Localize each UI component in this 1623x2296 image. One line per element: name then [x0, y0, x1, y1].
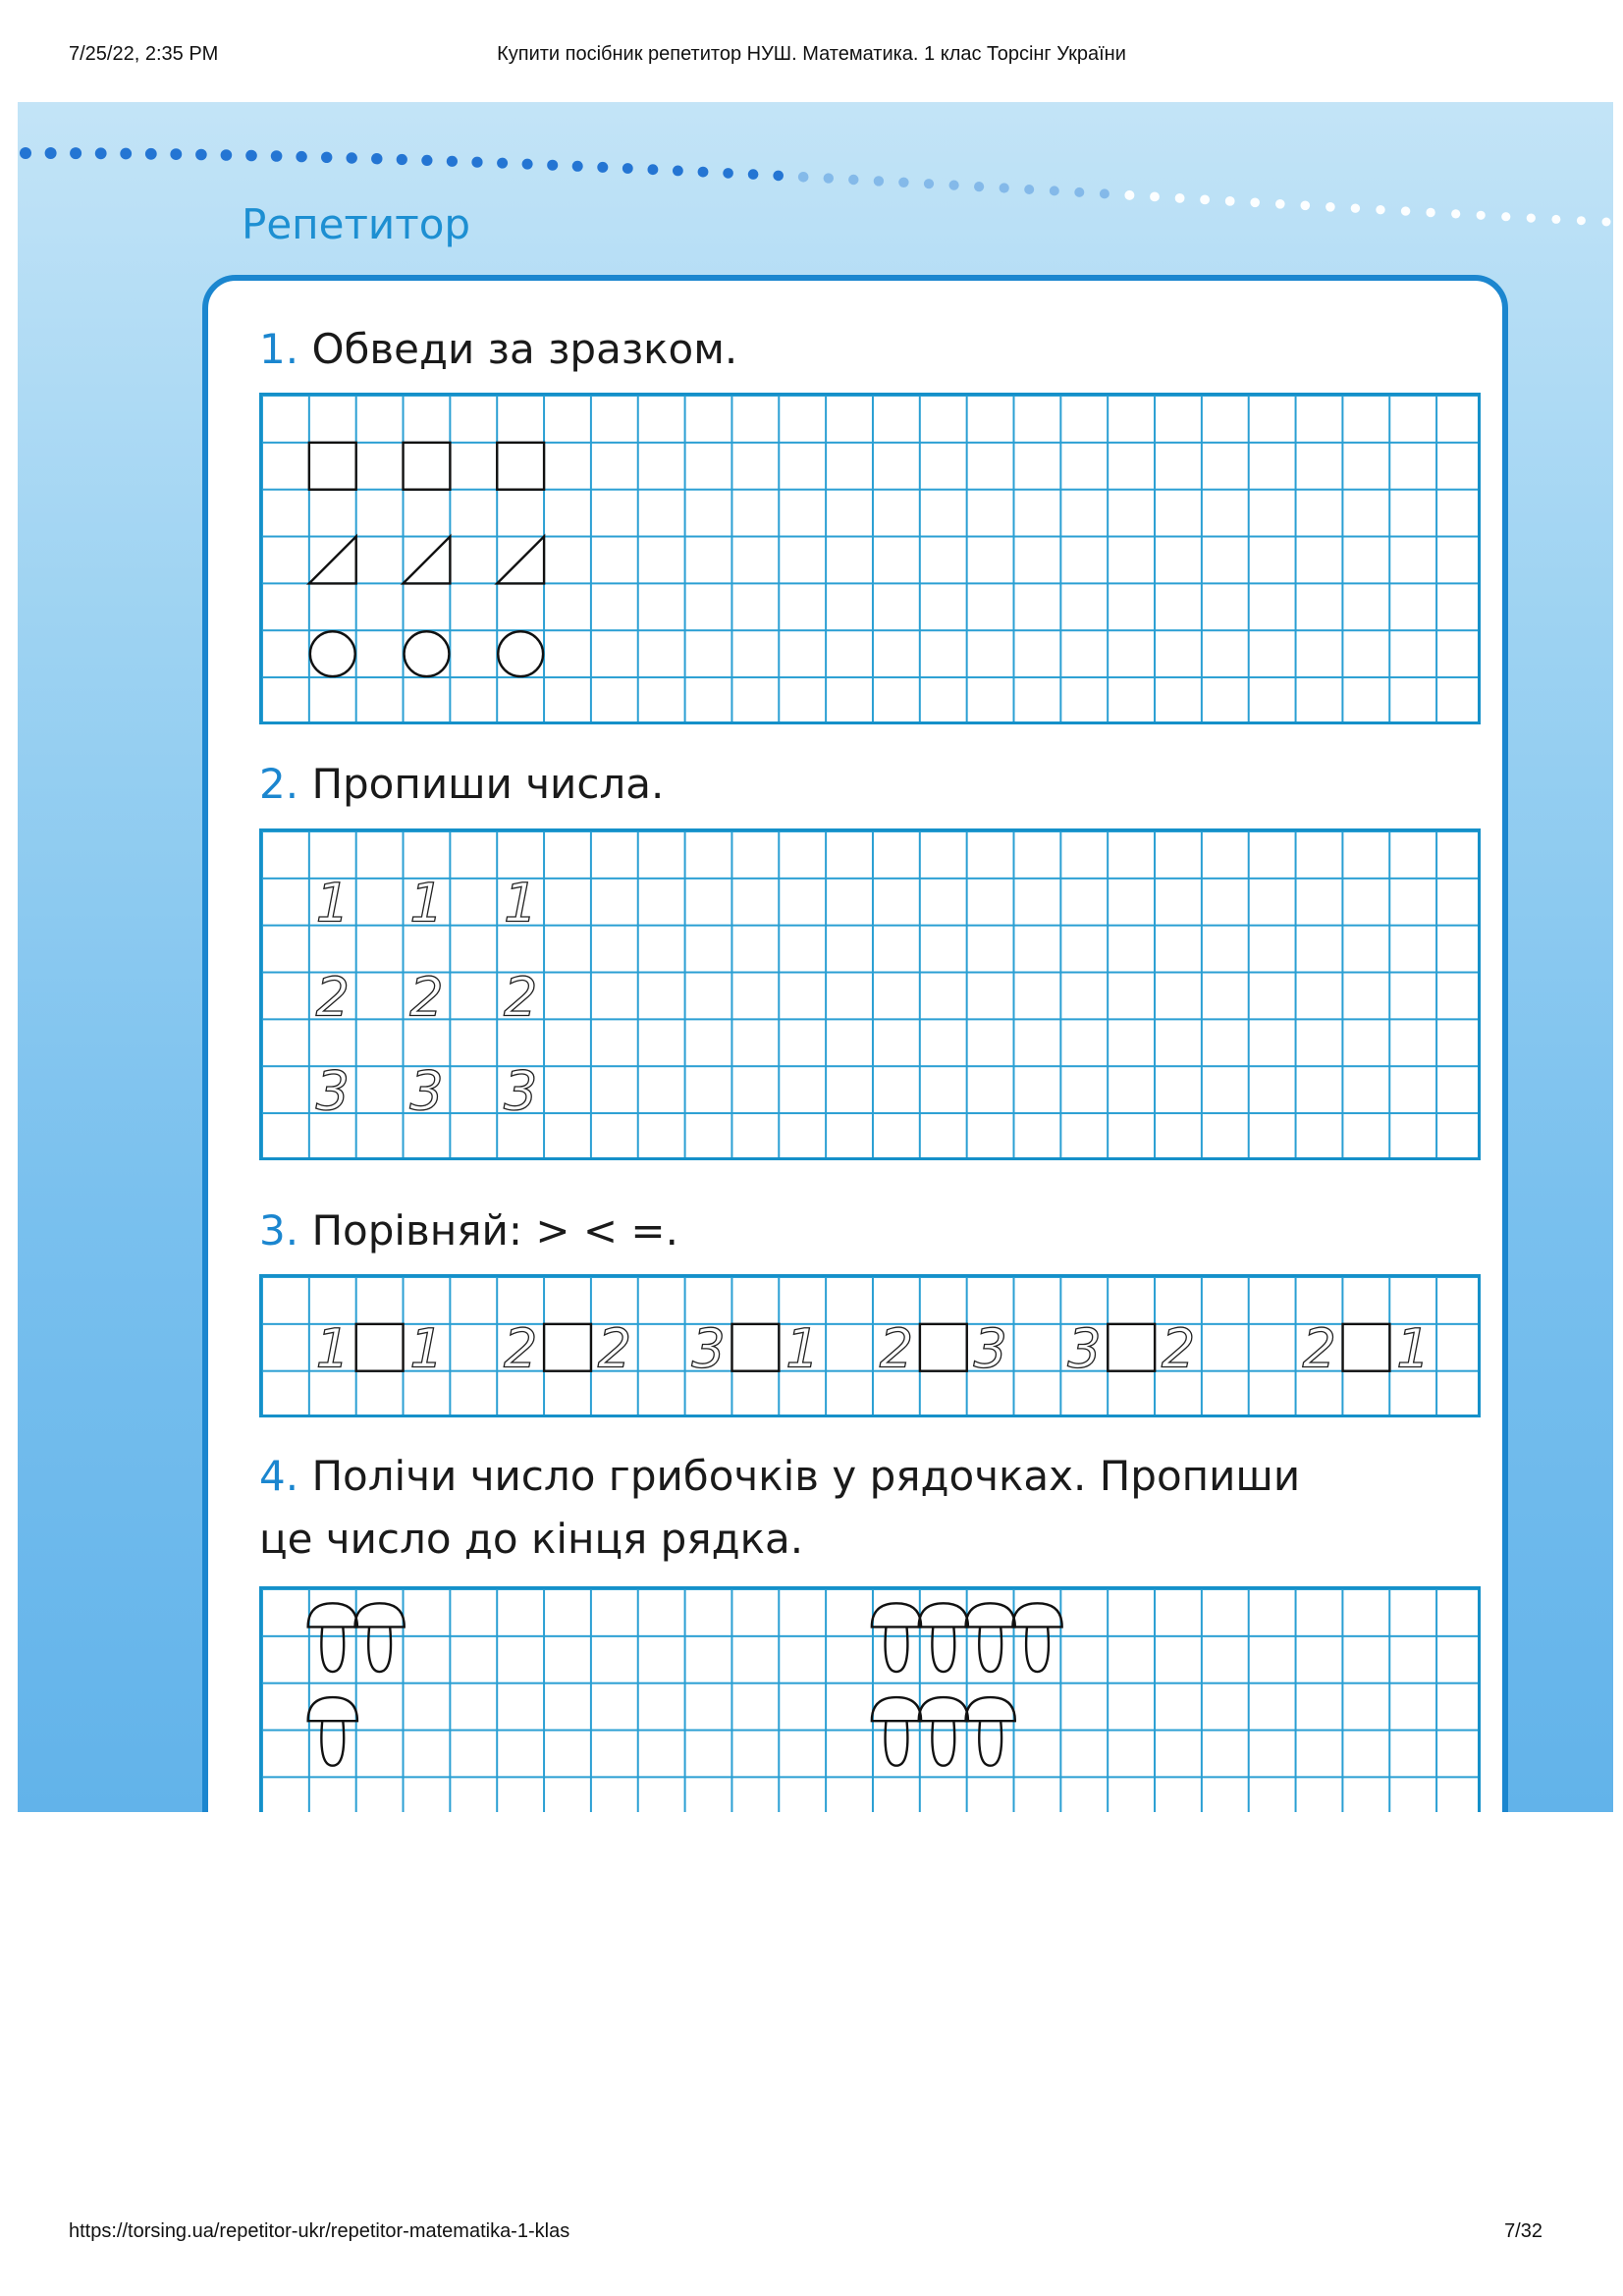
compare-number: 1 — [1396, 1317, 1431, 1380]
deco-dot — [1250, 198, 1260, 208]
deco-dot — [949, 181, 959, 190]
deco-dot — [1351, 204, 1360, 213]
deco-dot — [321, 152, 332, 163]
task-2-text: Пропиши числа. — [311, 760, 665, 808]
mushroom-cap — [872, 1603, 921, 1627]
compare-number: 2 — [503, 1317, 538, 1380]
digit-sample: 2 — [503, 966, 538, 1029]
mushroom-cap — [308, 1697, 357, 1721]
deco-dot — [1225, 196, 1235, 206]
deco-dot — [195, 149, 207, 161]
worksheet-page — [18, 102, 1613, 1812]
deco-dot — [698, 167, 709, 178]
compare-number: 3 — [691, 1317, 726, 1380]
print-url: https://torsing.ua/repetitor-ukr/repetitor-matematika-1-klas — [69, 2220, 570, 2242]
triangle-sample — [309, 537, 356, 584]
deco-dot — [471, 157, 482, 168]
deco-dot — [95, 147, 107, 159]
digit-sample: 1 — [409, 872, 444, 934]
mushroom-stem — [368, 1627, 391, 1672]
deco-dot — [597, 162, 608, 173]
deco-dot — [1200, 195, 1210, 205]
deco-dot — [924, 179, 934, 188]
deco-dot — [723, 168, 733, 179]
square-sample — [497, 443, 544, 490]
compare-box — [544, 1324, 591, 1371]
task-2-number: 2. — [259, 760, 299, 808]
task-3-comparisons — [262, 1277, 1484, 1420]
deco-dot — [1602, 218, 1611, 227]
digit-sample: 1 — [503, 872, 538, 934]
compare-box — [356, 1324, 404, 1371]
deco-dot — [1150, 192, 1160, 202]
triangle-sample — [497, 537, 544, 584]
deco-dot — [798, 172, 809, 183]
circle-sample — [498, 631, 543, 676]
deco-dot — [1100, 188, 1109, 198]
compare-box — [1108, 1324, 1155, 1371]
task-1-text: Обведи за зразком. — [311, 325, 738, 373]
compare-number: 1 — [409, 1317, 444, 1380]
deco-dot — [1426, 208, 1434, 217]
compare-number: 1 — [785, 1317, 820, 1380]
deco-dot — [1451, 209, 1460, 218]
task-4-title — [259, 1445, 1300, 1508]
task-1-grid — [259, 393, 1481, 724]
deco-dot — [648, 164, 659, 175]
deco-dot — [1024, 185, 1034, 194]
deco-dot — [1074, 187, 1084, 197]
mushroom-stem — [979, 1627, 1001, 1672]
deco-dot — [1175, 193, 1185, 203]
deco-dot — [1275, 199, 1285, 209]
digit-sample: 2 — [409, 966, 444, 1029]
mushroom-stem — [321, 1721, 344, 1766]
circle-sample — [405, 631, 450, 676]
deco-dot — [70, 147, 81, 159]
task-4-title-line2 — [259, 1508, 803, 1571]
deco-dot — [145, 148, 157, 160]
deco-dot — [221, 149, 233, 161]
deco-dot — [848, 175, 858, 185]
mushroom-stem — [886, 1627, 908, 1672]
deco-dot — [245, 150, 257, 162]
deco-dot — [572, 161, 583, 172]
print-date: 7/25/22, 2:35 PM — [69, 43, 219, 65]
deco-dot — [397, 154, 407, 165]
mushroom-cap — [919, 1697, 968, 1721]
mushroom-cap — [1012, 1603, 1061, 1627]
print-page-number: 7/32 — [1504, 2220, 1542, 2242]
deco-dot — [1551, 215, 1560, 224]
deco-dot — [874, 176, 884, 186]
deco-dot — [522, 159, 533, 170]
square-sample — [309, 443, 356, 490]
deco-dot — [1301, 201, 1311, 211]
deco-dot — [497, 158, 508, 169]
compare-number: 1 — [315, 1317, 350, 1380]
task-1-title — [259, 318, 737, 381]
compare-box — [1343, 1324, 1390, 1371]
deco-dot — [773, 171, 784, 182]
digit-sample: 3 — [315, 1060, 350, 1123]
compare-number: 2 — [1302, 1317, 1336, 1380]
deco-dot — [170, 148, 182, 160]
task-3-title — [259, 1200, 678, 1262]
mushroom-cap — [308, 1603, 357, 1627]
mushroom-cap — [355, 1603, 405, 1627]
compare-number: 3 — [1067, 1317, 1102, 1380]
deco-dot — [447, 156, 458, 167]
deco-dot — [1477, 211, 1486, 220]
deco-dot — [1000, 183, 1009, 192]
task-4-mushrooms — [262, 1589, 1484, 1812]
mushroom-stem — [979, 1721, 1001, 1766]
deco-dot — [1050, 186, 1059, 195]
task-4-line1: Полічи число грибочків у рядочках. Пропиши — [311, 1452, 1301, 1500]
task-4-line2: це число до кінця рядка. — [259, 1515, 804, 1563]
deco-dot — [1376, 205, 1384, 214]
deco-dot — [421, 155, 432, 166]
deco-dot — [1325, 202, 1335, 212]
task-2-grid — [259, 828, 1481, 1160]
mushroom-stem — [321, 1627, 344, 1672]
deco-dot — [296, 151, 306, 162]
deco-dot — [974, 182, 984, 191]
mushroom-stem — [1026, 1627, 1049, 1672]
task-4-number: 4. — [259, 1452, 299, 1500]
compare-number: 3 — [973, 1317, 1007, 1380]
task-3-grid — [259, 1274, 1481, 1417]
deco-dot — [1124, 190, 1134, 200]
task-2-title — [259, 753, 664, 816]
mushroom-stem — [932, 1627, 954, 1672]
deco-dot — [824, 173, 834, 183]
deco-dot — [1527, 214, 1536, 223]
deco-dot — [898, 178, 908, 187]
task-1-samples — [262, 396, 1484, 727]
brand-title: Репетитор — [242, 200, 471, 248]
compare-box — [732, 1324, 780, 1371]
deco-dot — [1501, 212, 1510, 221]
print-header — [0, 43, 1623, 67]
digit-sample: 1 — [315, 872, 350, 934]
deco-dot — [347, 152, 357, 163]
mushroom-cap — [919, 1603, 968, 1627]
task-4-grid — [259, 1586, 1481, 1812]
task-3-text: Порівняй: > < =. — [311, 1206, 678, 1255]
mushroom-cap — [872, 1697, 921, 1721]
mushroom-cap — [966, 1697, 1015, 1721]
deco-dot — [622, 163, 633, 174]
triangle-sample — [404, 537, 451, 584]
compare-number: 2 — [879, 1317, 914, 1380]
deco-dot — [20, 147, 31, 159]
digit-sample: 3 — [409, 1060, 444, 1123]
deco-dot — [1401, 206, 1410, 215]
deco-dot — [45, 147, 57, 159]
digit-sample: 2 — [315, 966, 350, 1029]
digit-sample: 3 — [503, 1060, 538, 1123]
task-1-number: 1. — [259, 325, 299, 373]
mushroom-stem — [932, 1721, 954, 1766]
square-sample — [404, 443, 451, 490]
compare-box — [920, 1324, 967, 1371]
deco-dot — [748, 169, 759, 180]
deco-dot — [673, 166, 683, 177]
deco-dot — [1577, 216, 1586, 225]
deco-dot — [547, 160, 558, 171]
task-2-digits — [262, 831, 1484, 1163]
deco-dot — [120, 148, 132, 160]
mushroom-cap — [966, 1603, 1015, 1627]
task-3-number: 3. — [259, 1206, 299, 1255]
mushroom-stem — [886, 1721, 908, 1766]
dotted-decoration — [18, 102, 1613, 279]
circle-sample — [310, 631, 355, 676]
compare-number: 2 — [597, 1317, 632, 1380]
print-title: Купити посібник репетитор НУШ. Математика. 1 клас Торсінг України — [497, 43, 1126, 65]
compare-number: 2 — [1161, 1317, 1196, 1380]
deco-dot — [371, 153, 382, 164]
deco-dot — [271, 150, 283, 162]
